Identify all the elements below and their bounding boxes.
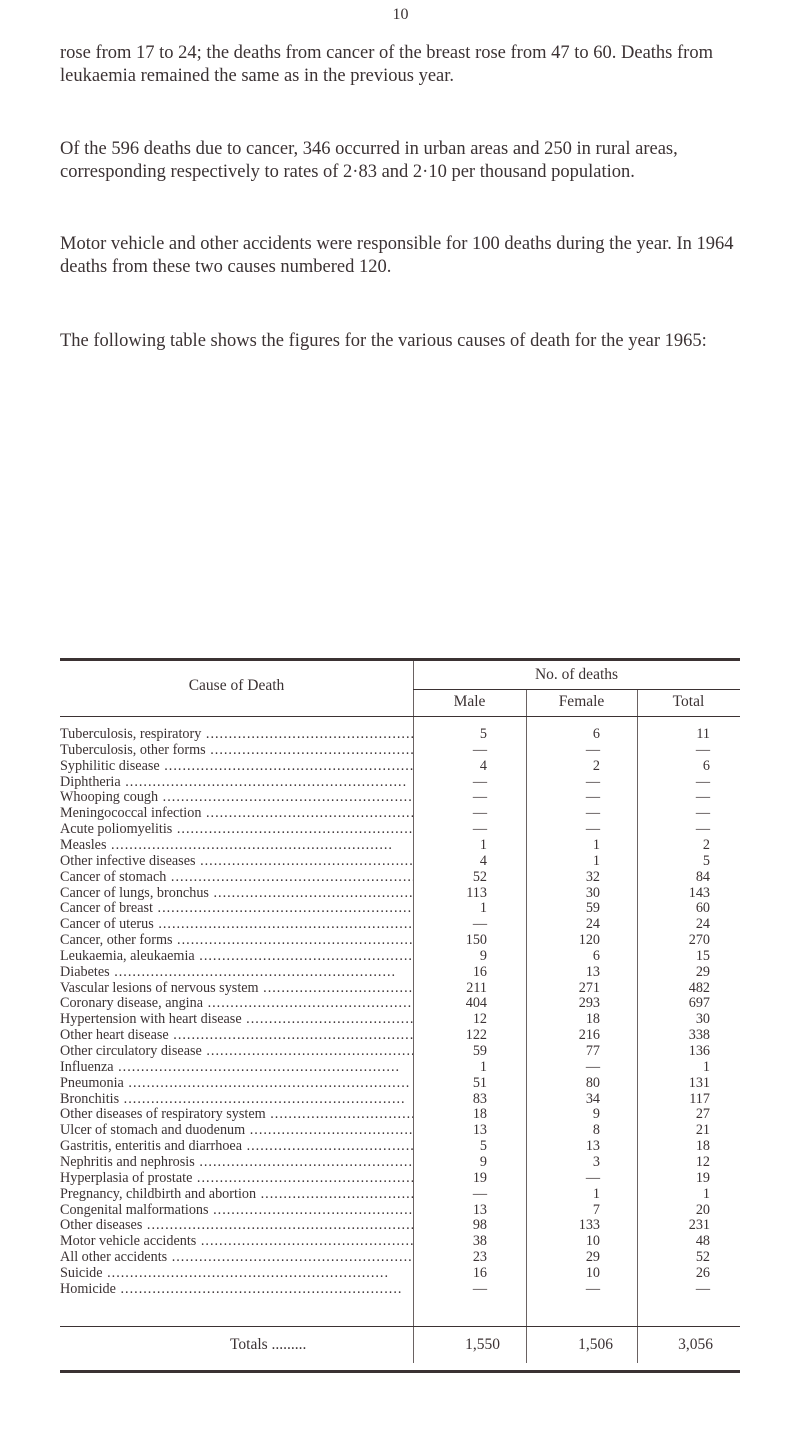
totals-label: Totals ......... — [230, 1336, 307, 1353]
total-cell: 19 — [695, 1169, 710, 1186]
table-row — [60, 822, 740, 838]
cause-cell: Other diseases ..... — [60, 1218, 413, 1234]
table-row — [60, 949, 740, 965]
table-row — [60, 996, 740, 1012]
female-cell: 2 — [592, 757, 600, 774]
male-cell: — — [472, 1185, 487, 1202]
total-cell: 482 — [688, 979, 710, 996]
cause-cell: Ulcer of stomach and duodenum ..... — [60, 1123, 413, 1139]
cause-cell: Other diseases of respiratory system ..... — [60, 1107, 413, 1123]
table-row — [60, 1234, 740, 1250]
female-cell: — — [585, 789, 600, 806]
table-row — [60, 806, 740, 822]
page-number: 10 — [392, 6, 409, 23]
total-cell: 48 — [695, 1233, 710, 1250]
male-cell: 9 — [479, 947, 487, 964]
female-cell: — — [585, 741, 600, 758]
female-cell: — — [585, 821, 600, 838]
cause-cell: Acute poliomyelitis ..... — [60, 822, 413, 838]
table-row — [60, 854, 740, 870]
male-cell: 1 — [479, 836, 487, 853]
total-cell: 11 — [696, 726, 710, 742]
cause-cell: Other heart disease ..... — [60, 1028, 413, 1044]
totals-male: 1,550 — [465, 1336, 500, 1353]
total-cell: — — [695, 773, 710, 790]
male-cell: 122 — [465, 1027, 487, 1044]
female-cell: 133 — [578, 1217, 600, 1234]
total-cell: 24 — [695, 916, 710, 933]
header-total: Total — [672, 693, 705, 710]
total-cell: 270 — [688, 932, 710, 949]
cause-cell: All other accidents ..... — [60, 1250, 413, 1266]
male-cell: 59 — [472, 1043, 487, 1059]
female-cell: 10 — [585, 1264, 600, 1281]
table-row — [60, 901, 740, 917]
female-cell: 59 — [585, 900, 600, 917]
table-row — [60, 1203, 740, 1219]
total-cell: — — [695, 741, 710, 758]
cause-cell: Gastritis, enteritis and diarrhoea ..... — [60, 1139, 413, 1155]
female-cell: 32 — [585, 868, 600, 885]
cause-cell: Motor vehicle accidents ..... — [60, 1234, 413, 1250]
table-top-rule — [60, 658, 740, 661]
paragraph-3: Motor vehicle and other accidents were responsible for 100 deaths during the year. In 1964 deaths from these two causes numbered 120. — [60, 234, 734, 277]
female-cell: 77 — [585, 1043, 600, 1059]
cause-cell: Syphilitic disease ..... — [60, 759, 413, 775]
total-cell: 697 — [688, 995, 710, 1012]
table-row — [60, 743, 740, 759]
cause-cell: Other circulatory disease ..... — [60, 1044, 413, 1060]
table-row — [60, 1028, 740, 1044]
male-cell: 5 — [479, 1138, 487, 1155]
cause-cell: Cancer of breast ..... — [60, 901, 413, 917]
cause-cell: Leukaemia, aleukaemia ..... — [60, 949, 413, 965]
female-cell: 216 — [578, 1027, 600, 1044]
male-cell: — — [472, 773, 487, 790]
male-cell: 5 — [479, 726, 487, 742]
total-cell: 60 — [695, 900, 710, 917]
male-cell: — — [472, 741, 487, 758]
female-cell: 80 — [585, 1074, 600, 1091]
male-cell: 4 — [479, 757, 487, 774]
table-row — [60, 1076, 740, 1092]
cause-cell: Cancer, other forms ..... — [60, 933, 413, 949]
female-cell: 29 — [585, 1249, 600, 1266]
cause-cell: Pregnancy, childbirth and abortion ..... — [60, 1187, 413, 1203]
cause-cell: Diabetes ..... — [60, 965, 413, 981]
male-cell: 113 — [466, 884, 487, 901]
female-cell: 1 — [592, 1185, 600, 1202]
table-row — [60, 1012, 740, 1028]
female-cell: 13 — [585, 1138, 600, 1155]
table-row — [60, 1044, 740, 1060]
total-cell: 15 — [695, 947, 710, 964]
male-cell: — — [472, 789, 487, 806]
male-cell: 4 — [479, 852, 487, 869]
male-cell: — — [472, 805, 487, 822]
male-cell: — — [472, 1280, 487, 1297]
male-cell: 13 — [472, 1201, 487, 1218]
total-cell: 52 — [695, 1249, 710, 1266]
female-cell: 34 — [585, 1090, 600, 1107]
table-row — [60, 1171, 740, 1187]
totals-rule — [60, 1326, 740, 1327]
male-cell: — — [472, 916, 487, 933]
cause-cell: Bronchitis ..... — [60, 1092, 413, 1108]
paragraph-1: rose from 17 to 24; the deaths from cancer of the breast rose from 47 to 60. Deaths from leukaemia remained the same as in the previous year. — [60, 43, 713, 86]
table-row — [60, 1155, 740, 1171]
total-cell: 231 — [688, 1217, 710, 1234]
cause-cell: Meningococcal infection ..... — [60, 806, 413, 822]
table-bottom-rule — [60, 1370, 740, 1373]
total-cell: 18 — [695, 1138, 710, 1155]
male-cell: 83 — [472, 1090, 487, 1107]
table-row — [60, 1250, 740, 1266]
cause-cell: Hyperplasia of prostate ..... — [60, 1171, 413, 1187]
table-row — [60, 917, 740, 933]
male-cell: 16 — [472, 963, 487, 980]
paragraph-2: Of the 596 deaths due to cancer, 346 occurred in urban areas and 250 in rural areas, corresponding respectively to rates of 2·83 and 2·10 per thousand population. — [60, 139, 678, 182]
header-cause: Cause of Death — [188, 677, 285, 694]
male-cell: 52 — [472, 868, 487, 885]
male-cell: — — [472, 821, 487, 838]
total-cell: 136 — [688, 1043, 710, 1059]
female-cell: 271 — [578, 979, 600, 996]
paragraph-4: The following table shows the figures for the various causes of death for the year 1965: — [60, 331, 707, 351]
table-row — [60, 775, 740, 791]
table-row — [60, 1282, 740, 1298]
table-row — [60, 965, 740, 981]
female-cell: 6 — [592, 947, 600, 964]
cause-cell: Tuberculosis, respiratory ..... — [60, 727, 413, 743]
total-cell: — — [695, 1280, 710, 1297]
table-row — [60, 1060, 740, 1076]
header-bottom-rule — [60, 716, 740, 717]
female-cell: — — [585, 773, 600, 790]
female-cell: 13 — [585, 963, 600, 980]
totals-total: 3,056 — [678, 1336, 713, 1353]
table-row — [60, 1266, 740, 1282]
male-cell: 150 — [465, 932, 487, 949]
total-cell: 27 — [695, 1106, 710, 1123]
female-cell: 1 — [592, 852, 600, 869]
male-cell: 18 — [472, 1106, 487, 1123]
female-cell: — — [585, 805, 600, 822]
male-cell: 1 — [479, 900, 487, 917]
total-cell: 21 — [695, 1122, 710, 1139]
female-cell: 7 — [592, 1201, 600, 1218]
total-cell: — — [695, 789, 710, 806]
cause-cell: Influenza ..... — [60, 1060, 413, 1076]
male-cell: 51 — [472, 1074, 487, 1091]
female-cell: 30 — [585, 884, 600, 901]
cause-cell: Vascular lesions of nervous system ..... — [60, 981, 413, 997]
female-cell: — — [585, 1280, 600, 1297]
table-row — [60, 1139, 740, 1155]
total-cell: 131 — [688, 1074, 710, 1091]
total-cell: — — [695, 805, 710, 822]
total-cell: 2 — [702, 836, 710, 853]
table-row — [60, 1218, 740, 1234]
male-cell: 98 — [472, 1217, 487, 1234]
female-cell: 3 — [592, 1153, 600, 1170]
total-cell: 1 — [702, 1058, 710, 1075]
total-cell: 1 — [702, 1185, 710, 1202]
male-cell: 1 — [479, 1058, 487, 1075]
header-sub-rule — [413, 689, 740, 690]
total-cell: — — [695, 821, 710, 838]
male-cell: 9 — [479, 1153, 487, 1170]
female-cell: — — [585, 1058, 600, 1075]
cause-cell: Coronary disease, angina ..... — [60, 996, 413, 1012]
female-cell: 6 — [592, 726, 600, 742]
male-cell: 38 — [472, 1233, 487, 1250]
header-female: Female — [558, 693, 605, 710]
male-cell: 13 — [472, 1122, 487, 1139]
cause-cell: Tuberculosis, other forms ..... — [60, 743, 413, 759]
female-cell: — — [585, 1169, 600, 1186]
total-cell: 6 — [702, 757, 710, 774]
male-cell: 211 — [466, 979, 487, 996]
male-cell: 16 — [472, 1264, 487, 1281]
cause-cell: Nephritis and nephrosis ..... — [60, 1155, 413, 1171]
cause-cell: Diphtheria ..... — [60, 775, 413, 791]
female-cell: 120 — [578, 932, 600, 949]
female-cell: 24 — [585, 916, 600, 933]
cause-cell: Hypertension with heart disease ..... — [60, 1012, 413, 1028]
table-row — [60, 790, 740, 806]
table-row — [60, 981, 740, 997]
header-no-of-deaths: No. of deaths — [534, 666, 619, 683]
table-row — [60, 1187, 740, 1203]
female-cell: 10 — [585, 1233, 600, 1250]
table-row — [60, 870, 740, 886]
cause-cell: Measles ..... — [60, 838, 413, 854]
male-cell: 12 — [472, 1011, 487, 1028]
female-cell: 9 — [592, 1106, 600, 1123]
table-row — [60, 933, 740, 949]
cause-cell: Whooping cough ..... — [60, 790, 413, 806]
male-cell: 23 — [472, 1249, 487, 1266]
cause-cell: Other infective diseases ..... — [60, 854, 413, 870]
cause-cell: Pneumonia ..... — [60, 1076, 413, 1092]
total-cell: 117 — [689, 1090, 710, 1107]
totals-female: 1,506 — [578, 1336, 613, 1353]
cause-cell: Suicide ..... — [60, 1266, 413, 1282]
table-row — [60, 759, 740, 775]
table-row — [60, 838, 740, 854]
female-cell: 8 — [592, 1122, 600, 1139]
cause-cell: Congenital malformations ..... — [60, 1203, 413, 1219]
female-cell: 1 — [592, 836, 600, 853]
male-cell: 404 — [465, 995, 487, 1012]
total-cell: 29 — [695, 963, 710, 980]
table-row — [60, 886, 740, 902]
total-cell: 143 — [688, 884, 710, 901]
female-cell: 18 — [585, 1011, 600, 1028]
total-cell: 5 — [702, 852, 710, 869]
header-male: Male — [453, 693, 486, 710]
total-cell: 20 — [695, 1201, 710, 1218]
cause-cell: Cancer of uterus ..... — [60, 917, 413, 933]
total-cell: 84 — [695, 868, 710, 885]
total-cell: 338 — [688, 1027, 710, 1044]
cause-cell: Cancer of lungs, bronchus ..... — [60, 886, 413, 902]
table-row — [60, 727, 740, 743]
cause-cell: Homicide ..... — [60, 1282, 413, 1298]
total-cell: 26 — [695, 1264, 710, 1281]
table-row — [60, 1107, 740, 1123]
female-cell: 293 — [578, 995, 600, 1012]
male-cell: 19 — [472, 1169, 487, 1186]
table-row — [60, 1123, 740, 1139]
table-row — [60, 1092, 740, 1108]
cause-cell: Cancer of stomach ..... — [60, 870, 413, 886]
total-cell: 12 — [695, 1153, 710, 1170]
total-cell: 30 — [695, 1011, 710, 1028]
